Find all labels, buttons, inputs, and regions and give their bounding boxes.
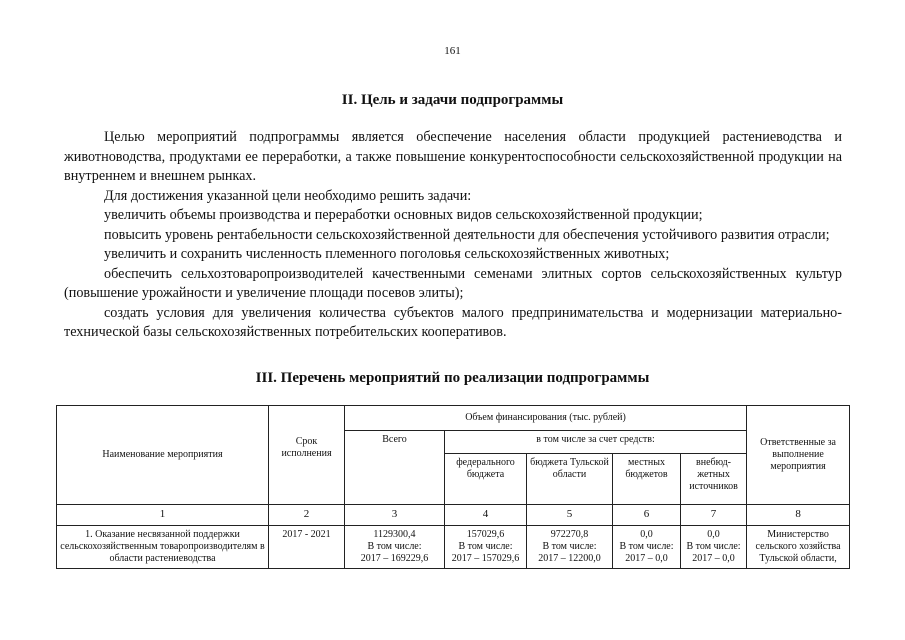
- column-number: 4: [445, 505, 527, 526]
- measures-table: [56, 405, 850, 569]
- measure-regional: [527, 526, 613, 569]
- value-including: В том числе:: [458, 541, 513, 552]
- column-number: 8: [747, 505, 850, 526]
- column-number: 5: [527, 505, 613, 526]
- header-name: Наименование мероприятия: [57, 406, 269, 505]
- section-3-title: III. Перечень мероприятий по реализации подпрограммы: [255, 370, 650, 386]
- page-number: 161: [444, 45, 461, 57]
- value-including: В том числе:: [619, 541, 674, 552]
- value-including: В том числе:: [542, 541, 597, 552]
- column-number: 2: [269, 505, 345, 526]
- table-row: [57, 526, 850, 569]
- value-amount: 0,0: [640, 529, 653, 540]
- paragraph-goal: Целью мероприятий подпрограммы является обеспечение населения области продукцией растениеводства и животноводства, продуктами ее переработки, а также повышение конкурентоспособности сельскохозяйственной продукции на внутреннем и внешнем рынках.: [64, 129, 842, 184]
- measure-offbudget: [681, 526, 747, 569]
- value-amount: 0,0: [707, 529, 720, 540]
- column-number: 6: [613, 505, 681, 526]
- paragraph-task-4: обеспечить сельхозтоваропроизводителей качественными семенами элитных сортов сельскохозяйственных культур (повышение урожайности и увеличение площади посевов элиты);: [64, 265, 842, 301]
- value-year: 2017 – 0,0: [692, 553, 735, 564]
- paragraph-task-2: повысить уровень рентабельности сельскохозяйственной деятельности для обеспечения устойчивого развития отрасли;: [104, 226, 830, 243]
- header-federal: федерального бюджета: [445, 454, 527, 505]
- measure-local: [613, 526, 681, 569]
- paragraph-task-1: увеличить объемы производства и переработки основных видов сельскохозяйственной продукции;: [104, 207, 703, 223]
- value-year: 2017 – 169229,6: [360, 553, 429, 564]
- header-local: местных бюджетов: [613, 454, 681, 505]
- value-including: В том числе:: [367, 541, 422, 552]
- value-including: В том числе:: [686, 541, 741, 552]
- value-amount: 1129300,4: [373, 529, 416, 540]
- header-responsible: Ответственные за выполнение мероприятия: [747, 406, 850, 505]
- header-funding: Объем финансирования (тыс. рублей): [345, 406, 747, 431]
- value-year: 2017 – 0,0: [625, 553, 668, 564]
- measure-responsible: Министерство сельского хозяйства Тульской области,: [747, 526, 850, 569]
- measure-total: [345, 526, 445, 569]
- paragraph-task-5: создать условия для увеличения количества субъектов малого предпринимательства и модернизации материально-технической базы сельскохозяйственных потребительских кооперативов.: [64, 304, 842, 340]
- value-amount: 157029,6: [466, 529, 505, 540]
- column-number: 3: [345, 505, 445, 526]
- header-including: в том числе за счет средств:: [445, 431, 747, 454]
- paragraph-task-3: увеличить и сохранить численность племенного поголовья сельскохозяйственных животных;: [104, 246, 670, 262]
- column-number: 1: [57, 505, 269, 526]
- measure-name: 1. Оказание несвязанной поддержки сельскохозяйственным товаропроизводителям в области растениеводства: [57, 526, 269, 569]
- measure-federal: [445, 526, 527, 569]
- header-regional: бюджета Тульской области: [527, 454, 613, 505]
- section-2-title: II. Цель и задачи подпрограммы: [341, 92, 564, 108]
- value-year: 2017 – 157029,6: [451, 553, 520, 564]
- header-total: Всего: [345, 431, 445, 505]
- measure-term: 2017 - 2021: [269, 526, 345, 569]
- column-number: 7: [681, 505, 747, 526]
- value-amount: 972270,8: [550, 529, 589, 540]
- value-year: 2017 – 12200,0: [538, 553, 601, 564]
- paragraph-tasks-intro: Для достижения указанной цели необходимо решить задачи:: [104, 187, 472, 204]
- header-term: Срок исполнения: [269, 406, 345, 505]
- header-offbudget: внебюд-жетных источников: [681, 454, 747, 505]
- section-2-body: [64, 128, 842, 343]
